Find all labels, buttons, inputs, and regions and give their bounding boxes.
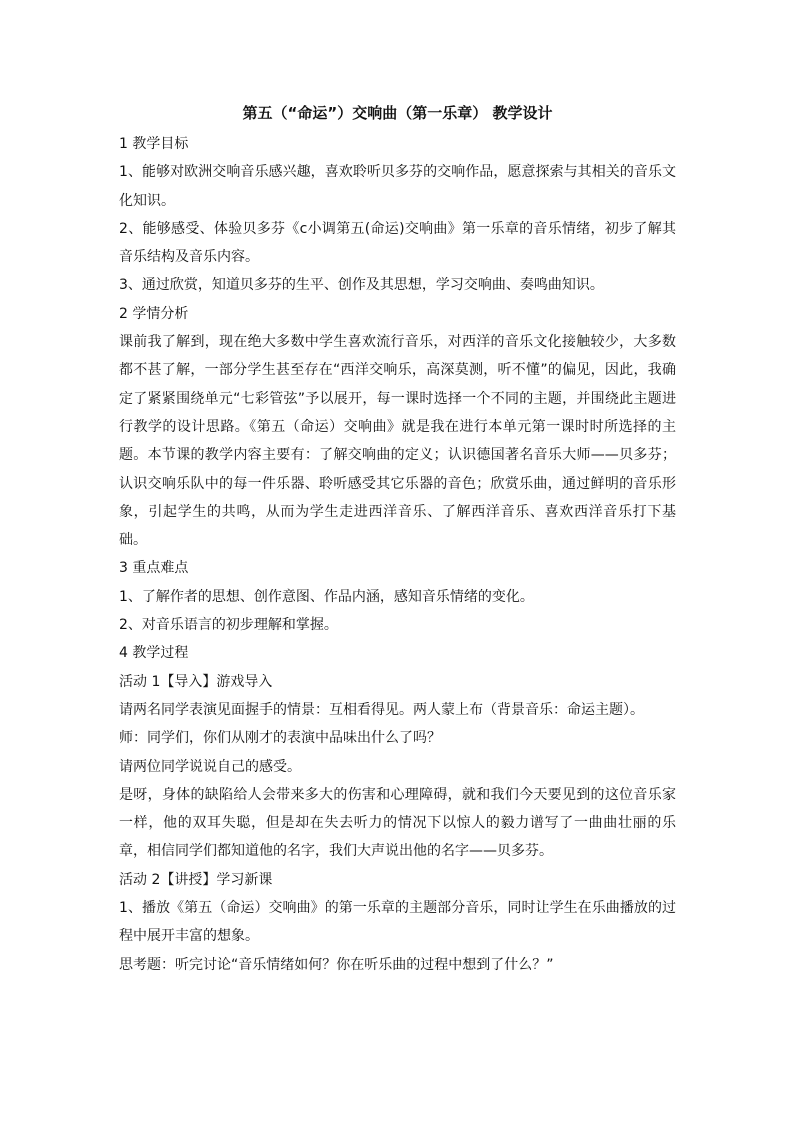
document-title: 第五（“命运”）交响曲（第一乐章） 教学设计	[242, 104, 553, 122]
objective-3: 3、通过欣赏，知道贝多芬的生平、创作及其思想，学习交响曲、奏鸣曲知识。	[119, 277, 604, 294]
section-heading-analysis: 2 学情分析	[119, 305, 189, 322]
keypoint-1: 1、了解作者的思想、创作意图、作品内涵，感知音乐情绪的变化。	[119, 588, 534, 605]
activity-1-step-1: 请两名同学表演见面握手的情景：互相看得见。两人蒙上布（背景音乐：命运主题）。	[119, 701, 644, 718]
activity-1-step-3: 请两位同学说说自己的感受。	[119, 758, 301, 775]
keypoint-2: 2、对音乐语言的初步理解和掌握。	[119, 617, 338, 634]
section-heading-process: 4 教学过程	[119, 645, 189, 662]
activity-1-step-2: 师：同学们，你们从刚才的表演中品味出什么了吗？	[119, 730, 441, 747]
section-heading-keypoints: 3 重点难点	[119, 560, 189, 577]
section-heading-objectives: 1 教学目标	[119, 136, 189, 152]
analysis-paragraph: 课前我了解到，现在绝大多数中学生喜欢流行音乐，对西洋的音乐文化接触较少，大多数都不甚了解，一部分学生甚至存在“西洋交响乐，高深莫测，听不懂”的偏见，因此，我确定了紧紧围绕单元“七彩管弦”予以展开，每一课时选择一个不同的主题，并围绕此主题进行教学的设计思路。《第五（命运）交响曲》就是我在进行本单元第一课时时所选择的主题。本节课的教学内容主要有：了解交响曲的定义；认识德国著名音乐大师——贝多芬；认识交响乐队中的每一件乐器、聆听感受其它乐器的音色；欣赏乐曲，通过鲜明的音乐形象，引起学生的共鸣，从而为学生走进西洋音乐、了解西洋音乐、喜欢西洋音乐打下基础。	[119, 334, 676, 549]
activity-1-title: 活动 1【导入】游戏导入	[119, 673, 273, 690]
activity-2-title: 活动 2【讲授】学习新课	[119, 871, 273, 888]
objective-1: 1、能够对欧洲交响音乐感兴趣，喜欢聆听贝多芬的交响作品，愿意探索与其相关的音乐文化知识。	[119, 164, 676, 209]
objective-2: 2、能够感受、体验贝多芬《c小调第五(命运)交响曲》第一乐章的音乐情绪，初步了解其音乐结构及音乐内容。	[119, 220, 676, 266]
activity-2-step-1: 1、播放《第五（命运）交响曲》的第一乐章的主题部分音乐，同时让学生在乐曲播放的过程中展开丰富的想象。	[119, 900, 676, 945]
activity-2-question: 思考题：听完讨论“音乐情绪如何？你在听乐曲的过程中想到了什么？”	[119, 956, 554, 973]
document-body	[119, 98, 676, 979]
activity-1-paragraph: 是呀，身体的缺陷给人会带来多大的伤害和心理障碍，就和我们今天要见到的这位音乐家一样，他的双耳失聪，但是却在失去听力的情况下以惊人的毅力谱写了一曲曲壮丽的乐章，相信同学们都知道他的名字，我们大声说出他的名字——贝多芬。	[119, 786, 676, 860]
